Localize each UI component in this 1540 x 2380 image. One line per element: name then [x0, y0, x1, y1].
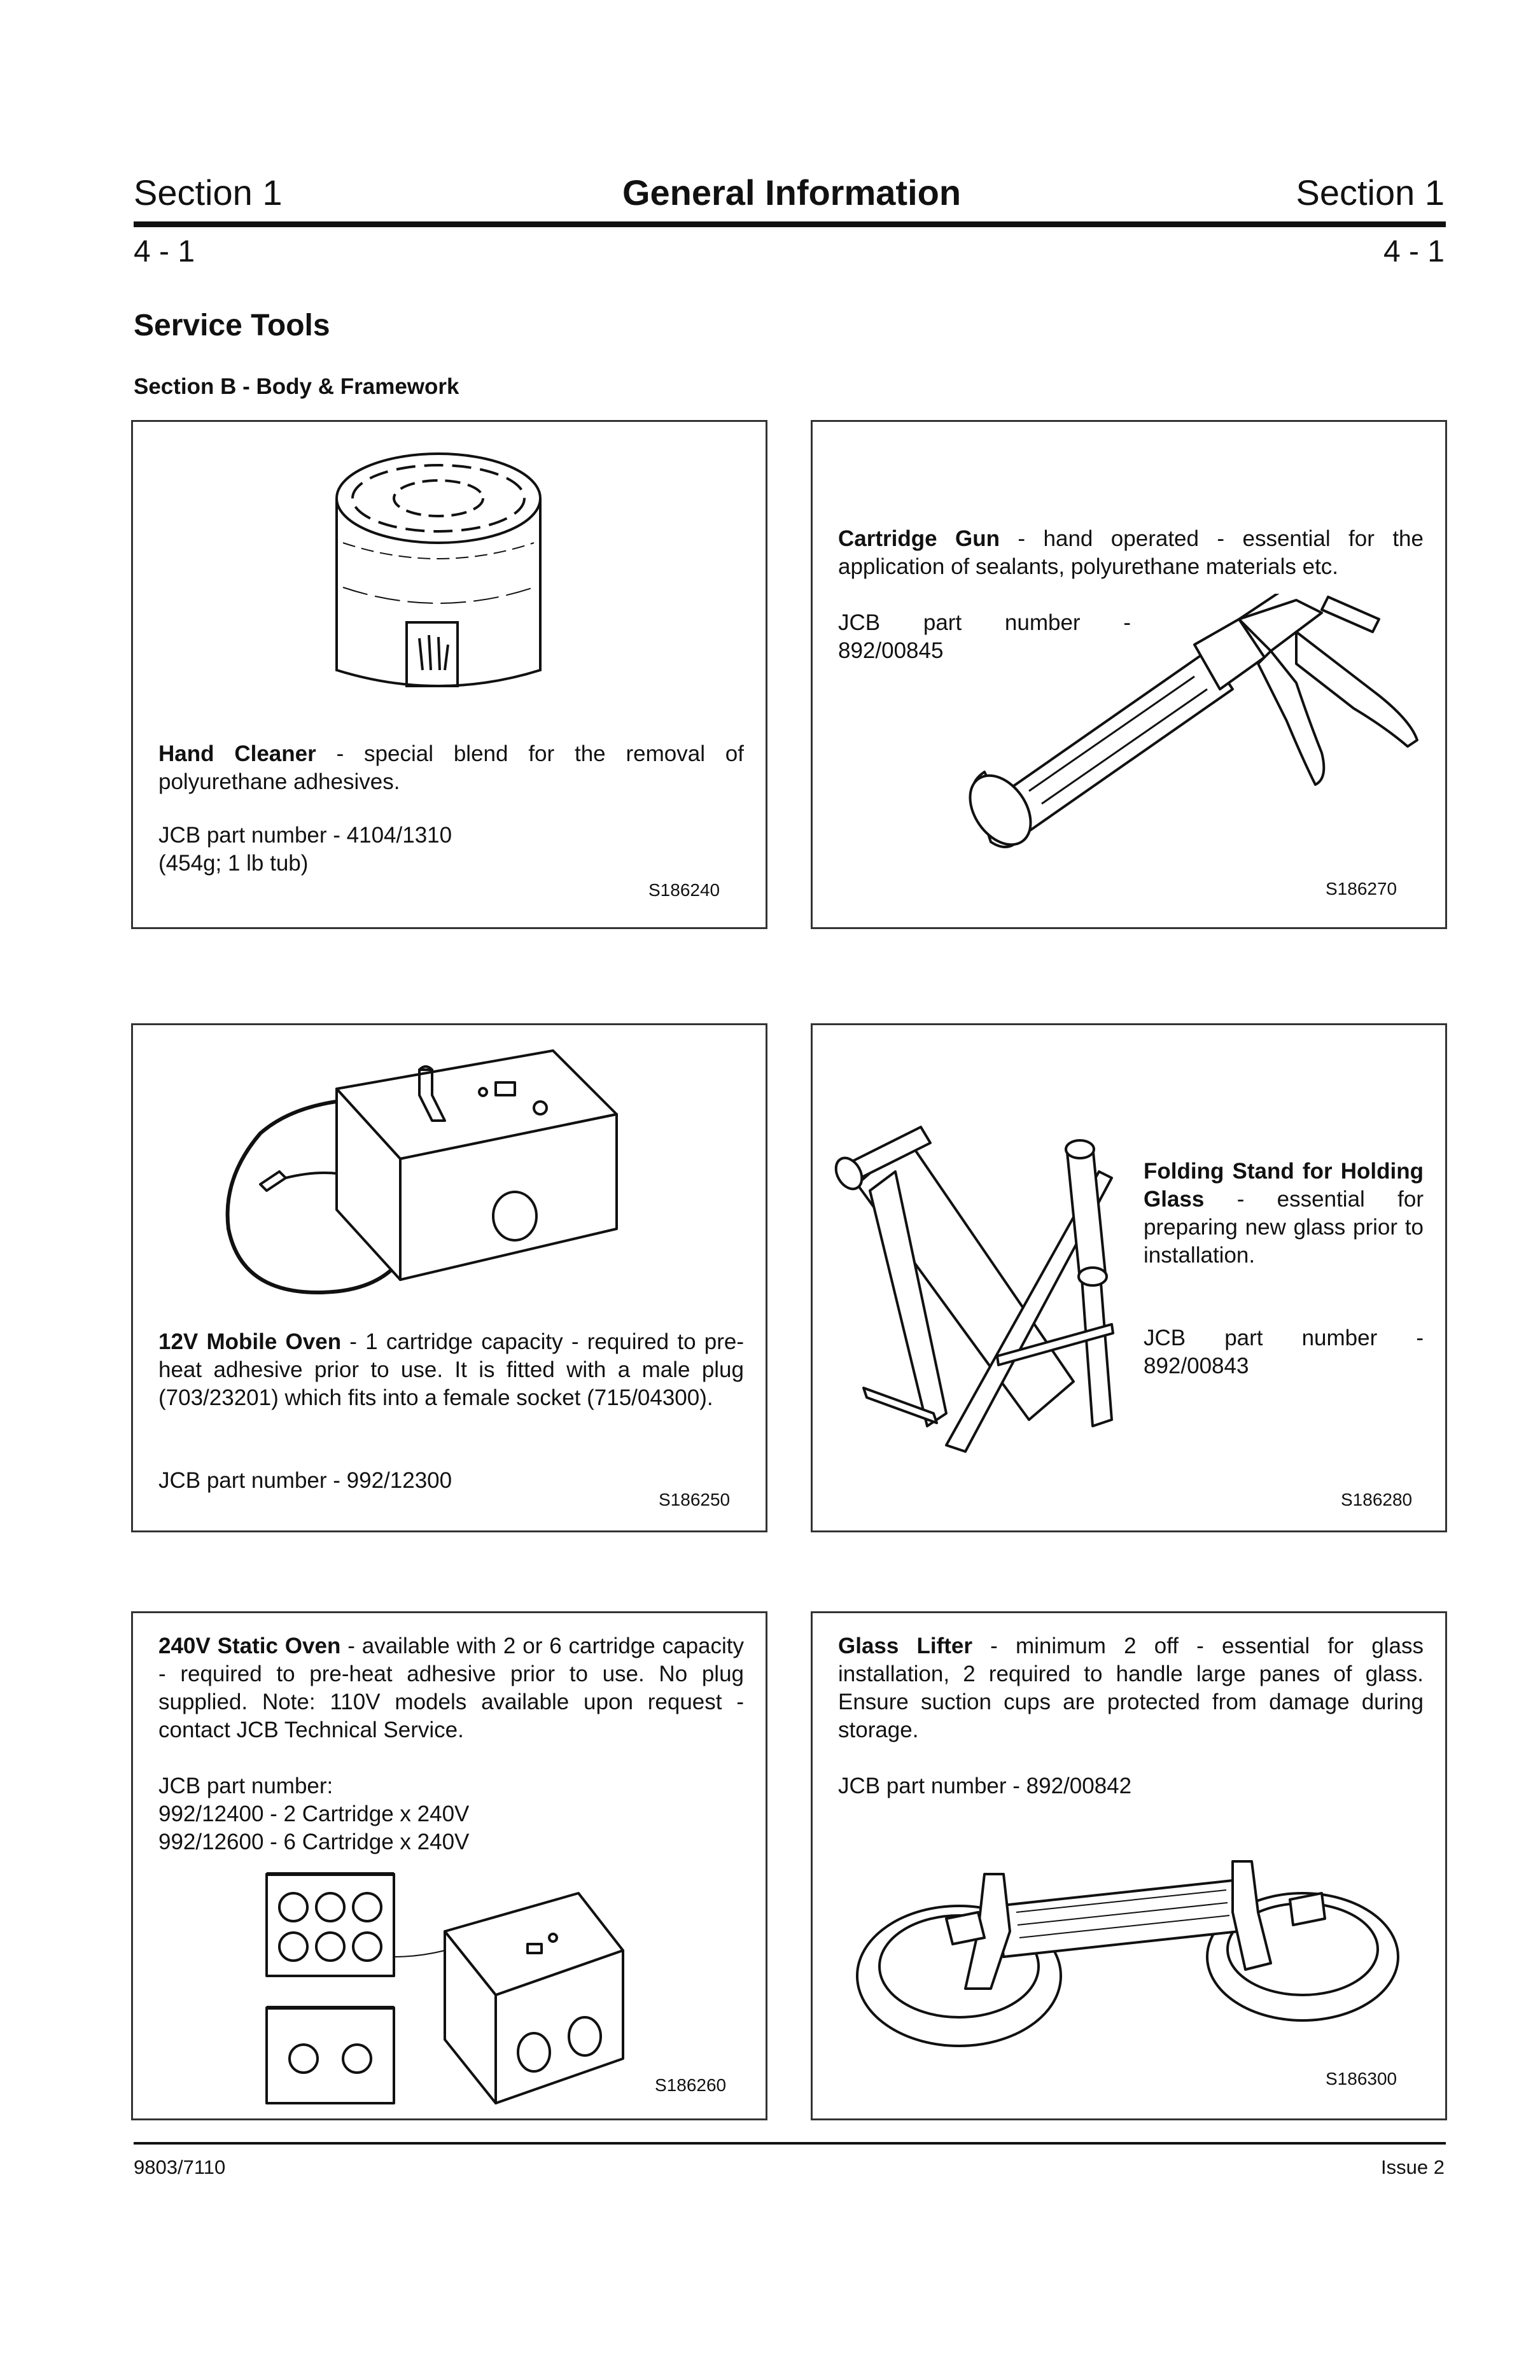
- footer-issue: Issue 2: [1381, 2156, 1445, 2178]
- panel-hand-cleaner: [131, 420, 767, 929]
- cartridge-gun-illustration: [940, 594, 1424, 886]
- hand-cleaner-description: - special blend for the removal of polyurethane adhesives.: [158, 741, 744, 794]
- folding-stand-description: - essential for preparing new glass prior to installation.: [1144, 1187, 1424, 1268]
- header-section-left: Section 1: [134, 172, 283, 213]
- glass-lifter-description: - minimum 2 off - essential for glass installation, 2 required to handle large panes of glass. Ensure suction cups are protected from damage during storage.: [838, 1634, 1424, 1742]
- panel-mobile-oven: [131, 1023, 767, 1532]
- header-rule: [134, 221, 1446, 227]
- static-oven-part-b: 992/12600 - 6 Cartridge x 240V: [158, 1830, 470, 1854]
- hand-cleaner-part-extra: (454g; 1 lb tub): [158, 851, 309, 876]
- cartridge-gun-description: - hand operated - essential for the application of sealants, polyurethane materials etc.: [838, 526, 1424, 579]
- mobile-oven-illustration: [209, 1038, 757, 1318]
- glass-lifter-name: Glass Lifter: [838, 1634, 973, 1658]
- cartridge-gun-name: Cartridge Gun: [838, 526, 1000, 551]
- folding-stand-illustration: [819, 1114, 1150, 1464]
- static-oven-part-label: JCB part number:: [158, 1774, 333, 1798]
- glass-lifter-part-number: JCB part number - 892/00842: [838, 1774, 1132, 1798]
- mobile-oven-description: - 1 cartridge capacity - required to pre-heat adhesive prior to use. It is fitted with a male plug (703/23201) which fits into a female socket (715/04300).: [158, 1329, 744, 1410]
- static-oven-ref: S186260: [655, 2075, 727, 2095]
- panel-cartridge-gun: [811, 420, 1447, 929]
- folding-stand-part-label: JCB part number -: [1144, 1326, 1424, 1350]
- footer-document-number: 9803/7110: [134, 2156, 226, 2178]
- folding-stand-name: Folding Stand for Holding Glass: [1144, 1159, 1424, 1212]
- hand-cleaner-part-number: JCB part number - 4104/1310: [158, 823, 452, 848]
- header-section-right: Section 1: [1296, 172, 1445, 213]
- header-title: General Information: [622, 172, 962, 213]
- cartridge-gun-ref: S186270: [1326, 879, 1397, 899]
- static-oven-illustration: [260, 1868, 642, 2110]
- static-oven-name: 240V Static Oven: [158, 1634, 341, 1658]
- static-oven-description: - available with 2 or 6 cartridge capacity - required to pre-heat adhesive prior to use. No plug supplied. Note: 110V models available upon request - contact JCB Technical Service.: [158, 1634, 744, 1742]
- page-number-left: 4 - 1: [134, 235, 195, 269]
- page-title: Service Tools: [134, 309, 330, 342]
- cartridge-gun-part-label: JCB part number -: [838, 610, 1131, 635]
- panel-static-oven: [131, 1611, 767, 2120]
- panel-folding-stand: [811, 1023, 1447, 1532]
- static-oven-part-a: 992/12400 - 2 Cartridge x 240V: [158, 1802, 470, 1826]
- panel-glass-lifter: [811, 1611, 1447, 2120]
- footer-rule: [134, 2142, 1446, 2145]
- folding-stand-part-number: 892/00843: [1144, 1354, 1249, 1378]
- hand-cleaner-tub-illustration: [318, 447, 559, 702]
- hand-cleaner-ref: S186240: [648, 880, 720, 900]
- hand-cleaner-name: Hand Cleaner: [158, 741, 316, 766]
- glass-lifter-illustration: [851, 1836, 1411, 2065]
- folding-stand-ref: S186280: [1341, 1490, 1413, 1509]
- mobile-oven-name: 12V Mobile Oven: [158, 1329, 342, 1354]
- mobile-oven-part-number: JCB part number - 992/12300: [158, 1468, 452, 1493]
- mobile-oven-ref: S186250: [659, 1490, 731, 1509]
- cartridge-gun-part-number: 892/00845: [838, 638, 944, 663]
- page-number-right: 4 - 1: [1383, 235, 1445, 269]
- glass-lifter-ref: S186300: [1326, 2069, 1397, 2089]
- page-subtitle: Section B - Body & Framework: [134, 374, 459, 399]
